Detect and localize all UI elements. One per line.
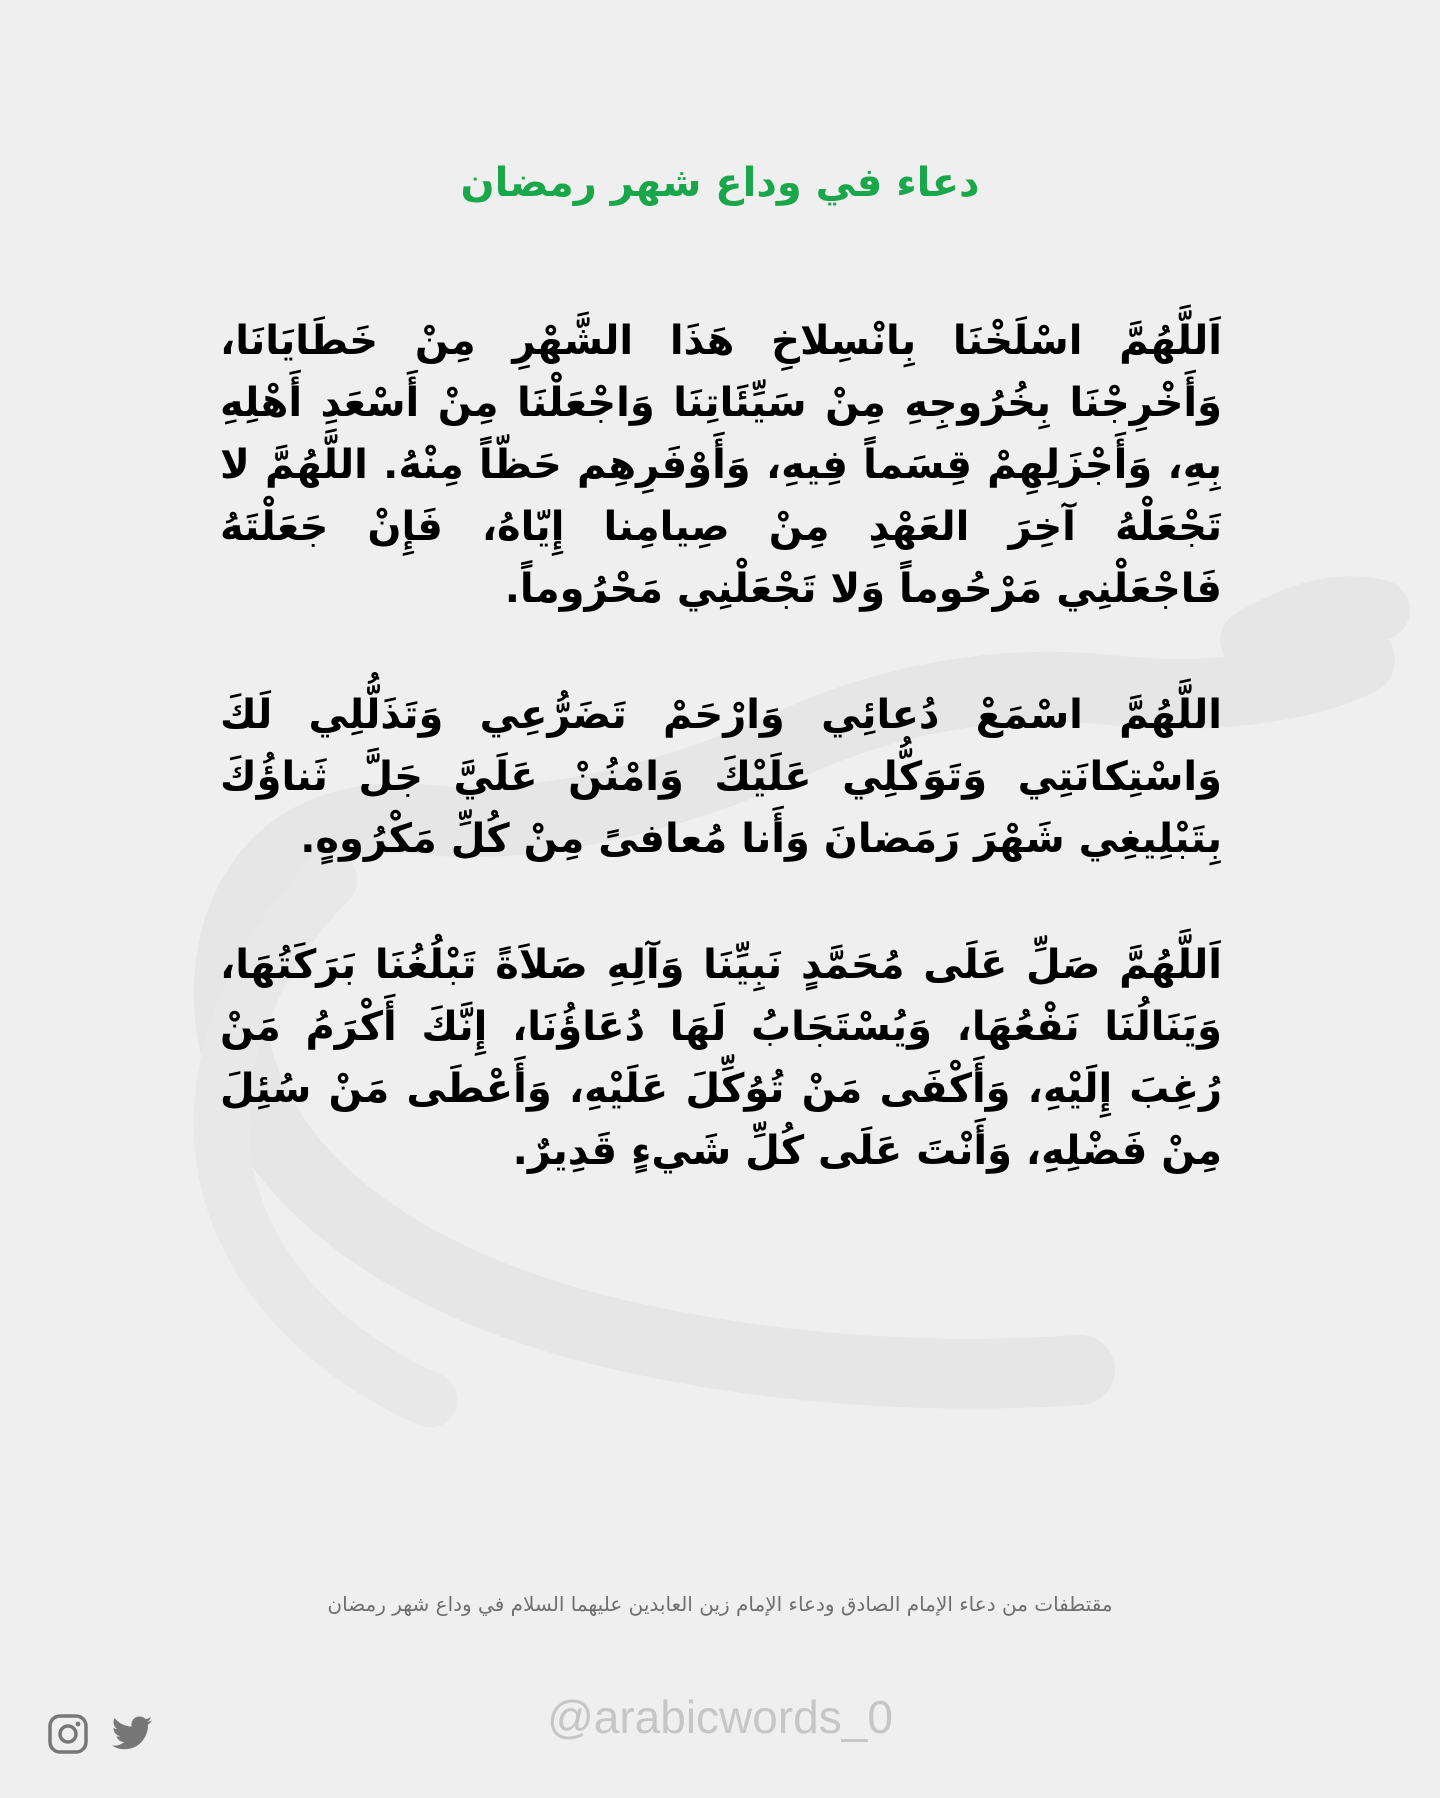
social-icons bbox=[46, 1712, 154, 1756]
prayer-paragraph: اَللَّهُمَّ صَلِّ عَلَى مُحَمَّدٍ نَبِيِّنَا وَآلِهِ صَلاَةً تَبْلُغُنَا بَرَكَتُهَا، وَيَنَالُنَا نَفْعُهَا، وَيُسْتَجَابُ لَهَا دُعَاؤُنَا، إِنَّكَ أَكْرَمُ مَنْ رُغِبَ إِلَيْهِ، وَأَكْفَى مَنْ تُوُكِّلَ عَلَيْهِ، وَأَعْطَى مَنْ سُئِلَ مِنْ فَضْلِهِ، وَأَنْتَ عَلَى كُلِّ شَيءٍ قَدِيرٌ. bbox=[220, 942, 1222, 1174]
prayer-paragraph: اَللَّهُمَّ اسْلَخْنَا بِانْسِلاخِ هَذَا الشَّهْرِ مِنْ خَطَايَانَا، وَأَخْرِجْنَا بِخُرُوجِهِ مِنْ سَيِّئَاتِنَا وَاجْعَلْنَا مِنْ أَسْعَدِ أَهْلِهِ بِهِ، وَأَجْزَلِهِمْ قِسَماً فِيهِ، وَأَوْفَرِهِم حَظّاً مِنْهُ. اللَّهُمَّ لا تَجْعَلْهُ آخِرَ العَهْدِ مِنْ صِيامِنا إِيّاهُ، فَإِنْ جَعَلْتَهُ فَاجْعَلْنِي مَرْحُوماً وَلا تَجْعَلْنِي مَحْرُوماً. bbox=[220, 318, 1222, 612]
account-handle: @arabicwords_0 bbox=[547, 1691, 893, 1743]
source-caption: مقتطفات من دعاء الإمام الصادق ودعاء الإمام زين العابدين عليهما السلام في وداع شهر رمضان bbox=[327, 1592, 1113, 1616]
twitter-icon[interactable] bbox=[110, 1712, 154, 1756]
instagram-icon[interactable] bbox=[46, 1712, 90, 1756]
page-title: دعاء في وداع شهر رمضان bbox=[460, 160, 980, 206]
prayer-body bbox=[220, 310, 1222, 1246]
prayer-paragraph: اللَّهُمَّ اسْمَعْ دُعائِي وَارْحَمْ تَضَرُّعِي وَتَذَلُّلِي لَكَ وَاسْتِكانَتِي وَتَوَكُّلِي عَلَيْكَ وَامْنُنْ عَلَيَّ جَلَّ ثَناؤُكَ بِتَبْلِيغِي شَهْرَ رَمَضانَ وَأَنا مُعافىً مِنْ كُلِّ مَكْرُوهٍ. bbox=[220, 692, 1222, 862]
